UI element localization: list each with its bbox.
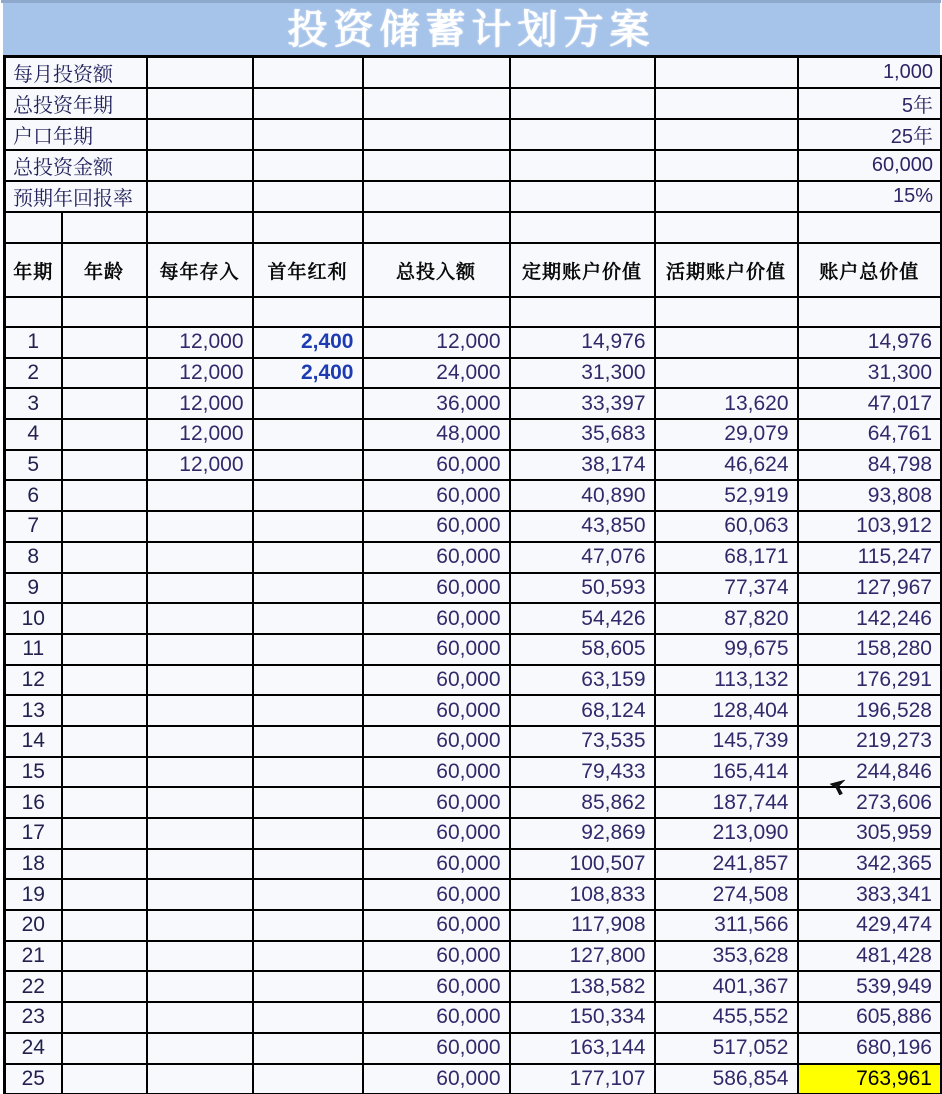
annual-deposit-cell[interactable]: [147, 665, 253, 696]
annual-deposit-cell[interactable]: [147, 1064, 253, 1094]
total-invested-cell[interactable]: 60,000: [363, 1002, 510, 1033]
empty-cell[interactable]: [363, 212, 510, 243]
annual-deposit-cell[interactable]: 12,000: [147, 450, 253, 481]
table-row: [5, 665, 942, 696]
total-account-value-cell[interactable]: 31,300: [798, 358, 942, 389]
empty-cell[interactable]: [253, 88, 363, 119]
param-value[interactable]: 25年: [798, 119, 942, 150]
empty-cell[interactable]: [253, 150, 363, 181]
annual-deposit-cell[interactable]: [147, 941, 253, 972]
age-cell[interactable]: [62, 419, 147, 450]
year-term-cell[interactable]: 23: [5, 1002, 62, 1033]
table-row: [5, 603, 942, 634]
annual-deposit-cell[interactable]: [147, 971, 253, 1002]
total-account-value-cell[interactable]: 158,280: [798, 634, 942, 665]
empty-cell[interactable]: [363, 150, 510, 181]
first-year-bonus-cell[interactable]: 2,400: [253, 327, 363, 358]
annual-deposit-cell[interactable]: 12,000: [147, 388, 253, 419]
age-cell[interactable]: [62, 480, 147, 511]
fixed-account-value-cell[interactable]: 63,159: [510, 665, 655, 696]
table-row: [5, 910, 942, 941]
annual-deposit-cell[interactable]: [147, 573, 253, 604]
current-account-value-cell[interactable]: 517,052: [655, 1033, 798, 1064]
table-row: [5, 1002, 942, 1033]
total-invested-cell[interactable]: 60,000: [363, 971, 510, 1002]
header-total-invested: 总投入额: [363, 243, 510, 297]
total-invested-cell[interactable]: 60,000: [363, 849, 510, 880]
table-row: [5, 450, 942, 481]
first-year-bonus-cell[interactable]: [253, 787, 363, 818]
annual-deposit-cell[interactable]: [147, 879, 253, 910]
current-account-value-cell[interactable]: 274,508: [655, 879, 798, 910]
annual-deposit-cell[interactable]: [147, 511, 253, 542]
current-account-value-cell[interactable]: 46,624: [655, 450, 798, 481]
param-label: 预期年回报率: [5, 181, 147, 212]
year-term-cell[interactable]: 21: [5, 941, 62, 972]
annual-deposit-cell[interactable]: 12,000: [147, 358, 253, 389]
params-section: [5, 57, 942, 328]
age-cell[interactable]: [62, 849, 147, 880]
fixed-account-value-cell[interactable]: 14,976: [510, 327, 655, 358]
year-term-cell[interactable]: 8: [5, 542, 62, 573]
table-row: [5, 419, 942, 450]
age-cell[interactable]: [62, 450, 147, 481]
annual-deposit-cell[interactable]: [147, 1033, 253, 1064]
param-row: [5, 181, 942, 212]
age-cell[interactable]: [62, 327, 147, 358]
age-cell[interactable]: [62, 695, 147, 726]
table-row: [5, 511, 942, 542]
empty-cell[interactable]: [147, 88, 253, 119]
year-term-cell[interactable]: 1: [5, 327, 62, 358]
age-cell[interactable]: [62, 787, 147, 818]
year-term-cell[interactable]: 20: [5, 910, 62, 941]
year-term-cell[interactable]: 25: [5, 1064, 62, 1094]
total-account-value-cell[interactable]: 539,949: [798, 971, 942, 1002]
fixed-account-value-cell[interactable]: 85,862: [510, 787, 655, 818]
empty-cell[interactable]: [363, 297, 510, 327]
empty-cell[interactable]: [147, 119, 253, 150]
total-invested-cell[interactable]: 60,000: [363, 603, 510, 634]
first-year-bonus-cell[interactable]: [253, 511, 363, 542]
first-year-bonus-cell[interactable]: [253, 603, 363, 634]
fixed-account-value-cell[interactable]: 177,107: [510, 1064, 655, 1094]
annual-deposit-cell[interactable]: [147, 849, 253, 880]
empty-cell[interactable]: [62, 297, 147, 327]
fixed-account-value-cell[interactable]: 100,507: [510, 849, 655, 880]
title-banner: 投资储蓄计划方案: [3, 3, 940, 55]
param-value[interactable]: 1,000: [798, 57, 942, 89]
year-term-cell[interactable]: 6: [5, 480, 62, 511]
first-year-bonus-cell[interactable]: [253, 634, 363, 665]
age-cell[interactable]: [62, 1002, 147, 1033]
year-term-cell[interactable]: 7: [5, 511, 62, 542]
empty-cell[interactable]: [253, 212, 363, 243]
age-cell[interactable]: [62, 634, 147, 665]
empty-cell[interactable]: [655, 57, 798, 89]
annual-deposit-cell[interactable]: [147, 480, 253, 511]
total-invested-cell[interactable]: 12,000: [363, 327, 510, 358]
year-term-cell[interactable]: 19: [5, 879, 62, 910]
current-account-value-cell[interactable]: 165,414: [655, 757, 798, 788]
table-row: [5, 726, 942, 757]
empty-cell[interactable]: [510, 88, 655, 119]
current-account-value-cell[interactable]: [655, 358, 798, 389]
first-year-bonus-cell[interactable]: [253, 388, 363, 419]
empty-cell[interactable]: [655, 88, 798, 119]
plan-table: [3, 55, 942, 1094]
year-term-cell[interactable]: 18: [5, 849, 62, 880]
header-total-account-value: 账户总价值: [798, 243, 942, 297]
header-age: 年龄: [62, 243, 147, 297]
age-cell[interactable]: [62, 910, 147, 941]
fixed-account-value-cell[interactable]: 79,433: [510, 757, 655, 788]
first-year-bonus-cell[interactable]: [253, 665, 363, 696]
empty-cell[interactable]: [798, 212, 942, 243]
year-term-cell[interactable]: 2: [5, 358, 62, 389]
age-cell[interactable]: [62, 542, 147, 573]
total-account-value-cell[interactable]: 383,341: [798, 879, 942, 910]
total-account-value-cell[interactable]: 103,912: [798, 511, 942, 542]
annual-deposit-cell[interactable]: [147, 818, 253, 849]
first-year-bonus-cell[interactable]: [253, 419, 363, 450]
total-account-value-cell[interactable]: 680,196: [798, 1033, 942, 1064]
fixed-account-value-cell[interactable]: 38,174: [510, 450, 655, 481]
first-year-bonus-cell[interactable]: [253, 695, 363, 726]
current-account-value-cell[interactable]: 187,744: [655, 787, 798, 818]
total-invested-cell[interactable]: 60,000: [363, 695, 510, 726]
empty-cell[interactable]: [253, 119, 363, 150]
total-invested-cell[interactable]: 60,000: [363, 941, 510, 972]
param-label: 每月投资额: [5, 57, 147, 89]
annual-deposit-cell[interactable]: [147, 1002, 253, 1033]
age-cell[interactable]: [62, 941, 147, 972]
empty-cell[interactable]: [253, 297, 363, 327]
total-account-value-cell[interactable]: 47,017: [798, 388, 942, 419]
current-account-value-cell[interactable]: 353,628: [655, 941, 798, 972]
table-row: [5, 818, 942, 849]
empty-cell[interactable]: [655, 297, 798, 327]
param-row: [5, 57, 942, 89]
total-invested-cell[interactable]: 60,000: [363, 1064, 510, 1094]
fixed-account-value-cell[interactable]: 117,908: [510, 910, 655, 941]
spacer-row: [5, 212, 942, 243]
first-year-bonus-cell[interactable]: [253, 1033, 363, 1064]
total-account-value-cell[interactable]: 84,798: [798, 450, 942, 481]
current-account-value-cell[interactable]: 77,374: [655, 573, 798, 604]
empty-cell[interactable]: [147, 181, 253, 212]
empty-cell[interactable]: [147, 57, 253, 89]
first-year-bonus-cell[interactable]: [253, 726, 363, 757]
year-term-cell[interactable]: 22: [5, 971, 62, 1002]
total-invested-cell[interactable]: 60,000: [363, 511, 510, 542]
total-account-value-cell[interactable]: 763,961: [798, 1064, 942, 1094]
header-row: [5, 243, 942, 297]
first-year-bonus-cell[interactable]: 2,400: [253, 358, 363, 389]
empty-cell[interactable]: [253, 181, 363, 212]
header-annual-deposit: 每年存入: [147, 243, 253, 297]
total-account-value-cell[interactable]: 196,528: [798, 695, 942, 726]
total-invested-cell[interactable]: 60,000: [363, 879, 510, 910]
table-row: [5, 1033, 942, 1064]
current-account-value-cell[interactable]: 29,079: [655, 419, 798, 450]
fixed-account-value-cell[interactable]: 35,683: [510, 419, 655, 450]
header-current-account-value: 活期账户价值: [655, 243, 798, 297]
fixed-account-value-cell[interactable]: 68,124: [510, 695, 655, 726]
total-account-value-cell[interactable]: 142,246: [798, 603, 942, 634]
spacer-row: [5, 297, 942, 327]
current-account-value-cell[interactable]: [655, 327, 798, 358]
total-account-value-cell[interactable]: 429,474: [798, 910, 942, 941]
fixed-account-value-cell[interactable]: 47,076: [510, 542, 655, 573]
current-account-value-cell[interactable]: 241,857: [655, 849, 798, 880]
annual-deposit-cell[interactable]: [147, 542, 253, 573]
empty-cell[interactable]: [147, 297, 253, 327]
mouse-cursor-icon: [829, 779, 847, 797]
total-account-value-cell[interactable]: 115,247: [798, 542, 942, 573]
empty-cell[interactable]: [510, 212, 655, 243]
total-invested-cell[interactable]: 60,000: [363, 818, 510, 849]
empty-cell[interactable]: [363, 88, 510, 119]
total-invested-cell[interactable]: 48,000: [363, 419, 510, 450]
fixed-account-value-cell[interactable]: 92,869: [510, 818, 655, 849]
year-term-cell[interactable]: 15: [5, 757, 62, 788]
empty-cell[interactable]: [798, 297, 942, 327]
data-rows: [5, 327, 942, 1094]
total-account-value-cell[interactable]: 176,291: [798, 665, 942, 696]
param-label: 总投资年期: [5, 88, 147, 119]
year-term-cell[interactable]: 10: [5, 603, 62, 634]
first-year-bonus-cell[interactable]: [253, 910, 363, 941]
header-first-year-bonus: 首年红利: [253, 243, 363, 297]
table-row: [5, 542, 942, 573]
table-row: [5, 849, 942, 880]
current-account-value-cell[interactable]: 145,739: [655, 726, 798, 757]
fixed-account-value-cell[interactable]: 40,890: [510, 480, 655, 511]
first-year-bonus-cell[interactable]: [253, 573, 363, 604]
param-label: 户口年期: [5, 119, 147, 150]
current-account-value-cell[interactable]: 60,063: [655, 511, 798, 542]
annual-deposit-cell[interactable]: [147, 726, 253, 757]
year-term-cell[interactable]: 9: [5, 573, 62, 604]
year-term-cell[interactable]: 12: [5, 665, 62, 696]
empty-cell[interactable]: [510, 181, 655, 212]
current-account-value-cell[interactable]: 113,132: [655, 665, 798, 696]
year-term-cell[interactable]: 14: [5, 726, 62, 757]
table-row: [5, 573, 942, 604]
total-account-value-cell[interactable]: 14,976: [798, 327, 942, 358]
total-account-value-cell[interactable]: 93,808: [798, 480, 942, 511]
age-cell[interactable]: [62, 511, 147, 542]
table-row: [5, 634, 942, 665]
fixed-account-value-cell[interactable]: 43,850: [510, 511, 655, 542]
current-account-value-cell[interactable]: 401,367: [655, 971, 798, 1002]
empty-cell[interactable]: [655, 119, 798, 150]
annual-deposit-cell[interactable]: 12,000: [147, 327, 253, 358]
fixed-account-value-cell[interactable]: 150,334: [510, 1002, 655, 1033]
header-fixed-account-value: 定期账户价值: [510, 243, 655, 297]
empty-cell[interactable]: [510, 119, 655, 150]
param-row: [5, 119, 942, 150]
current-account-value-cell[interactable]: 311,566: [655, 910, 798, 941]
annual-deposit-cell[interactable]: [147, 757, 253, 788]
total-invested-cell[interactable]: 60,000: [363, 634, 510, 665]
table-row: [5, 971, 942, 1002]
age-cell[interactable]: [62, 1064, 147, 1094]
total-invested-cell[interactable]: 24,000: [363, 358, 510, 389]
total-account-value-cell[interactable]: 64,761: [798, 419, 942, 450]
fixed-account-value-cell[interactable]: 163,144: [510, 1033, 655, 1064]
current-account-value-cell[interactable]: 455,552: [655, 1002, 798, 1033]
year-term-cell[interactable]: 4: [5, 419, 62, 450]
total-invested-cell[interactable]: 60,000: [363, 665, 510, 696]
age-cell[interactable]: [62, 665, 147, 696]
current-account-value-cell[interactable]: 128,404: [655, 695, 798, 726]
table-row: [5, 879, 942, 910]
fixed-account-value-cell[interactable]: 50,593: [510, 573, 655, 604]
year-term-cell[interactable]: 24: [5, 1033, 62, 1064]
empty-cell[interactable]: [510, 297, 655, 327]
current-account-value-cell[interactable]: 99,675: [655, 634, 798, 665]
param-value[interactable]: 5年: [798, 88, 942, 119]
empty-cell[interactable]: [510, 57, 655, 89]
empty-cell[interactable]: [62, 212, 147, 243]
param-value[interactable]: 60,000: [798, 150, 942, 181]
first-year-bonus-cell[interactable]: [253, 1064, 363, 1094]
annual-deposit-cell[interactable]: [147, 787, 253, 818]
first-year-bonus-cell[interactable]: [253, 849, 363, 880]
table-row: [5, 327, 942, 358]
annual-deposit-cell[interactable]: [147, 695, 253, 726]
annual-deposit-cell[interactable]: [147, 634, 253, 665]
age-cell[interactable]: [62, 726, 147, 757]
total-invested-cell[interactable]: 60,000: [363, 573, 510, 604]
first-year-bonus-cell[interactable]: [253, 450, 363, 481]
year-term-cell[interactable]: 16: [5, 787, 62, 818]
total-account-value-cell[interactable]: 605,886: [798, 1002, 942, 1033]
empty-cell[interactable]: [5, 297, 62, 327]
first-year-bonus-cell[interactable]: [253, 757, 363, 788]
age-cell[interactable]: [62, 757, 147, 788]
table-row: [5, 757, 942, 788]
total-account-value-cell[interactable]: 273,606: [798, 787, 942, 818]
age-cell[interactable]: [62, 879, 147, 910]
header-year-term: 年期: [5, 243, 62, 297]
empty-cell[interactable]: [363, 181, 510, 212]
total-invested-cell[interactable]: 60,000: [363, 1033, 510, 1064]
first-year-bonus-cell[interactable]: [253, 480, 363, 511]
total-account-value-cell[interactable]: 342,365: [798, 849, 942, 880]
age-cell[interactable]: [62, 358, 147, 389]
param-row: [5, 88, 942, 119]
first-year-bonus-cell[interactable]: [253, 971, 363, 1002]
first-year-bonus-cell[interactable]: [253, 1002, 363, 1033]
empty-cell[interactable]: [253, 57, 363, 89]
fixed-account-value-cell[interactable]: 33,397: [510, 388, 655, 419]
current-account-value-cell[interactable]: 13,620: [655, 388, 798, 419]
total-account-value-cell[interactable]: 305,959: [798, 818, 942, 849]
total-invested-cell[interactable]: 60,000: [363, 757, 510, 788]
empty-cell[interactable]: [655, 212, 798, 243]
empty-cell[interactable]: [363, 57, 510, 89]
param-label: 总投资金额: [5, 150, 147, 181]
empty-cell[interactable]: [510, 150, 655, 181]
year-term-cell[interactable]: 5: [5, 450, 62, 481]
age-cell[interactable]: [62, 388, 147, 419]
annual-deposit-cell[interactable]: [147, 603, 253, 634]
total-invested-cell[interactable]: 60,000: [363, 450, 510, 481]
total-invested-cell[interactable]: 60,000: [363, 542, 510, 573]
total-invested-cell[interactable]: 60,000: [363, 910, 510, 941]
empty-cell[interactable]: [5, 212, 62, 243]
fixed-account-value-cell[interactable]: 73,535: [510, 726, 655, 757]
current-account-value-cell[interactable]: 586,854: [655, 1064, 798, 1094]
fixed-account-value-cell[interactable]: 127,800: [510, 941, 655, 972]
empty-cell[interactable]: [655, 150, 798, 181]
table-row: [5, 388, 942, 419]
fixed-account-value-cell[interactable]: 108,833: [510, 879, 655, 910]
annual-deposit-cell[interactable]: 12,000: [147, 419, 253, 450]
param-row: [5, 150, 942, 181]
year-term-cell[interactable]: 17: [5, 818, 62, 849]
first-year-bonus-cell[interactable]: [253, 879, 363, 910]
fixed-account-value-cell[interactable]: 54,426: [510, 603, 655, 634]
table-row: [5, 695, 942, 726]
fixed-account-value-cell[interactable]: 138,582: [510, 971, 655, 1002]
year-term-cell[interactable]: 3: [5, 388, 62, 419]
table-row: [5, 358, 942, 389]
fixed-account-value-cell[interactable]: 31,300: [510, 358, 655, 389]
age-cell[interactable]: [62, 971, 147, 1002]
empty-cell[interactable]: [147, 150, 253, 181]
current-account-value-cell[interactable]: 213,090: [655, 818, 798, 849]
total-account-value-cell[interactable]: 127,967: [798, 573, 942, 604]
total-invested-cell[interactable]: 60,000: [363, 480, 510, 511]
param-value[interactable]: 15%: [798, 181, 942, 212]
table-row: [5, 480, 942, 511]
year-term-cell[interactable]: 11: [5, 634, 62, 665]
empty-cell[interactable]: [147, 212, 253, 243]
total-invested-cell[interactable]: 60,000: [363, 787, 510, 818]
year-term-cell[interactable]: 13: [5, 695, 62, 726]
total-account-value-cell[interactable]: 481,428: [798, 941, 942, 972]
age-cell[interactable]: [62, 1033, 147, 1064]
total-account-value-cell[interactable]: 219,273: [798, 726, 942, 757]
current-account-value-cell[interactable]: 52,919: [655, 480, 798, 511]
current-account-value-cell[interactable]: 87,820: [655, 603, 798, 634]
empty-cell[interactable]: [363, 119, 510, 150]
age-cell[interactable]: [62, 603, 147, 634]
table-row: [5, 1064, 942, 1094]
table-row: [5, 787, 942, 818]
fixed-account-value-cell[interactable]: 58,605: [510, 634, 655, 665]
empty-cell[interactable]: [655, 181, 798, 212]
age-cell[interactable]: [62, 818, 147, 849]
current-account-value-cell[interactable]: 68,171: [655, 542, 798, 573]
total-invested-cell[interactable]: 60,000: [363, 726, 510, 757]
total-invested-cell[interactable]: 36,000: [363, 388, 510, 419]
total-account-value-cell[interactable]: 244,846: [798, 757, 942, 788]
first-year-bonus-cell[interactable]: [253, 818, 363, 849]
annual-deposit-cell[interactable]: [147, 910, 253, 941]
age-cell[interactable]: [62, 573, 147, 604]
first-year-bonus-cell[interactable]: [253, 941, 363, 972]
first-year-bonus-cell[interactable]: [253, 542, 363, 573]
table-row: [5, 941, 942, 972]
